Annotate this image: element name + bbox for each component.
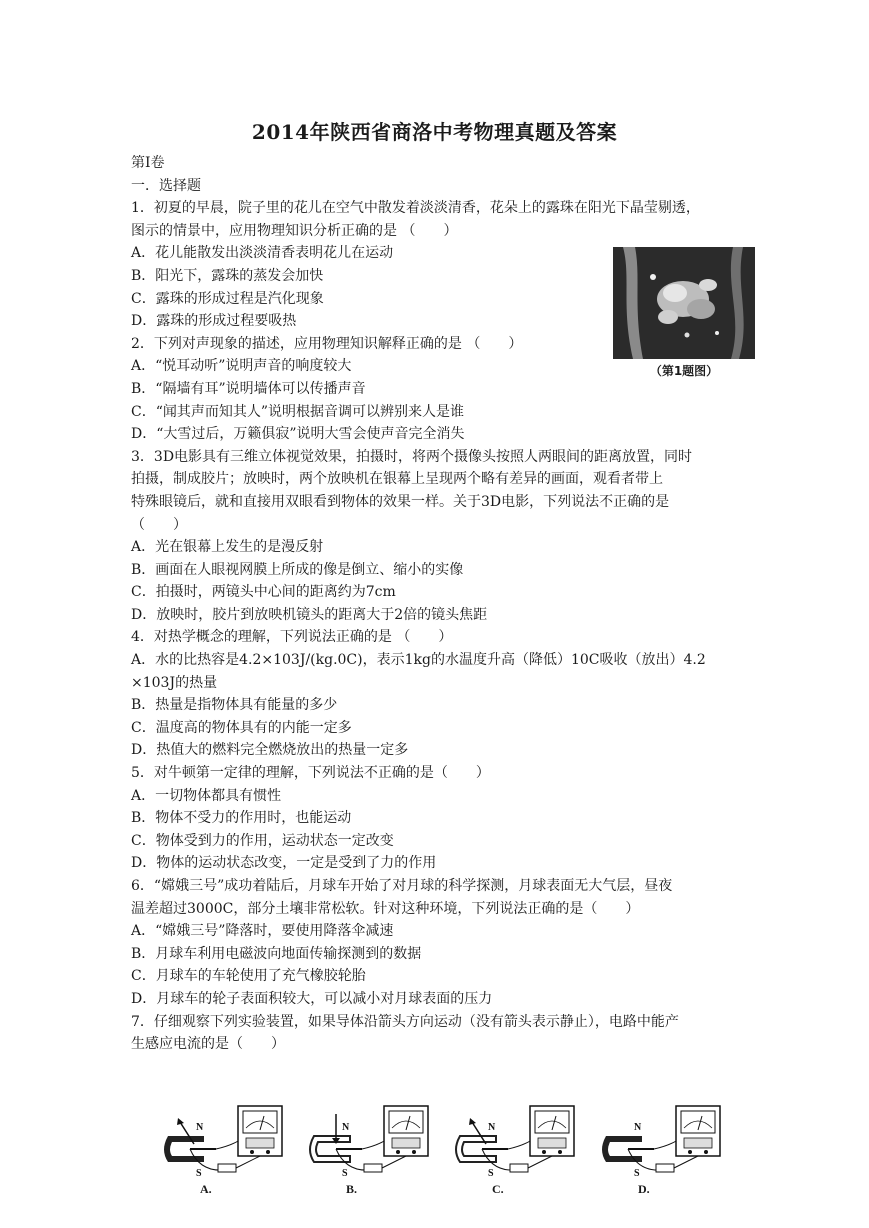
text-line: B．阳光下，露珠的蒸发会加快 <box>131 267 324 284</box>
text-line: 7．仔细观察下列实验装置，如果导体沿箭头方向运动（没有箭头表示静止），电路中能产 <box>131 1013 679 1030</box>
text-line: A．花儿能散发出淡淡清香表明花儿在运动 <box>131 245 394 262</box>
text-line: D．露珠的形成过程要吸热 <box>131 313 297 330</box>
text-line: A．一切物体都具有惯性 <box>131 787 282 804</box>
text-line: C．温度高的物体具有的内能一定多 <box>131 719 352 736</box>
svg-text:S: S <box>196 1168 202 1179</box>
text-line: D．物体的运动状态改变，一定是受到了力的作用 <box>131 855 437 872</box>
text-line: D．月球车的轮子表面积较大，可以减小对月球表面的压力 <box>131 990 493 1007</box>
svg-text:N: N <box>196 1122 204 1133</box>
section-label: 第Ⅰ卷 <box>131 155 165 171</box>
svg-text:N: N <box>342 1122 350 1133</box>
svg-text:N: N <box>488 1122 496 1133</box>
text-line: D．热值大的燃料完全燃烧放出的热量一定多 <box>131 742 409 759</box>
text-line: 4．对热学概念的理解，下列说法正确的是 （ ） <box>131 629 453 646</box>
flower-photo-image <box>613 247 755 359</box>
dew-flower-photo <box>613 247 755 359</box>
figure-7-apparatus <box>160 1100 740 1200</box>
svg-text:S: S <box>488 1168 494 1179</box>
apparatus-option-label: B. <box>346 1182 358 1196</box>
page-title: 2014年陕西省商洛中考物理真题及答案 <box>251 120 618 144</box>
text-line: D．放映时，胶片到放映机镜头的距离大于2倍的镜头焦距 <box>131 606 488 623</box>
text-line: 生感应电流的是（ ） <box>131 1036 285 1053</box>
text-line: B．月球车利用电磁波向地面传输探测到的数据 <box>131 945 422 962</box>
apparatus-option-label: D. <box>638 1182 650 1196</box>
svg-text:N: N <box>634 1122 642 1133</box>
text-line: A．光在银幕上发生的是漫反射 <box>131 539 324 556</box>
apparatus-option-label: A. <box>200 1182 212 1196</box>
text-line: 3．3D电影具有三维立体视觉效果，拍摄时，将两个摄像头按照人两眼间的距离放置，同时 <box>131 448 693 465</box>
text-line: 图示的情景中，应用物理知识分析正确的是 （ ） <box>131 222 458 239</box>
text-line: 2．下列对声现象的描述，应用物理知识解释正确的是 （ ） <box>131 335 523 352</box>
text-line: 6．“嫦娥三号”成功着陆后，月球车开始了对月球的科学探测，月球表面无大气层，昼夜 <box>131 878 673 894</box>
text-line: A．水的比热容是4.2×103J/(kg.0C)，表示1kg的水温度升高（降低）10C吸收（放出）4.2 <box>131 652 706 669</box>
text-line: （ ） <box>131 516 187 533</box>
text-line: 5．对牛顿第一定律的理解，下列说法不正确的是（ ） <box>131 765 490 782</box>
text-line: 温差超过3000C，部分土壤非常松软。针对这种环境，下列说法正确的是（ ） <box>131 900 640 917</box>
text-line: B．物体不受力的作用时，也能运动 <box>131 810 352 827</box>
text-line: D．“大雪过后，万籁俱寂”说明大雪会使声音完全消失 <box>131 426 465 443</box>
apparatus-option-c <box>452 1100 582 1200</box>
apparatus-diagram <box>452 1100 582 1182</box>
part-label: 一．选择题 <box>131 177 201 194</box>
apparatus-option-b <box>306 1100 436 1200</box>
text-line: 拍摄，制成胶片；放映时，两个放映机在银幕上呈现两个略有差异的画面，观看者带上 <box>131 471 663 488</box>
svg-text:S: S <box>342 1168 348 1179</box>
apparatus-diagram <box>160 1100 290 1182</box>
text-line: C．月球车的车轮使用了充气橡胶轮胎 <box>131 968 366 985</box>
text-line: ×103J的热量 <box>131 674 218 691</box>
text-line: B．画面在人眼视网膜上所成的像是倒立、缩小的实像 <box>131 561 464 578</box>
svg-text:S: S <box>634 1168 640 1179</box>
text-line: A．“悦耳动听”说明声音的响度较大 <box>131 358 352 375</box>
apparatus-option-d <box>598 1100 728 1200</box>
apparatus-option-label: C. <box>492 1182 504 1196</box>
apparatus-diagram <box>598 1100 728 1182</box>
text-line: B．“隔墙有耳”说明墙体可以传播声音 <box>131 380 366 397</box>
text-line: C．“闻其声而知其人”说明根据音调可以辨别来人是谁 <box>131 403 465 420</box>
text-line: C．拍摄时，两镜头中心间的距离约为7cm <box>131 584 396 601</box>
figure-1-caption: （第1题图） <box>649 364 719 378</box>
text-line: C．物体受到力的作用，运动状态一定改变 <box>131 832 394 849</box>
text-line: A．“嫦娥三号”降落时，要使用降落伞减速 <box>131 923 394 940</box>
apparatus-diagram <box>306 1100 436 1182</box>
apparatus-option-a <box>160 1100 290 1200</box>
text-line: C．露珠的形成过程是汽化现象 <box>131 290 324 307</box>
text-line: 1．初夏的早晨，院子里的花儿在空气中散发着淡淡清香，花朵上的露珠在阳光下晶莹剔透， <box>131 200 700 217</box>
text-line: 特殊眼镜后，就和直接用双眼看到物体的效果一样。关于3D电影，下列说法不正确的是 <box>131 493 670 510</box>
text-line: B．热量是指物体具有能量的多少 <box>131 697 338 714</box>
